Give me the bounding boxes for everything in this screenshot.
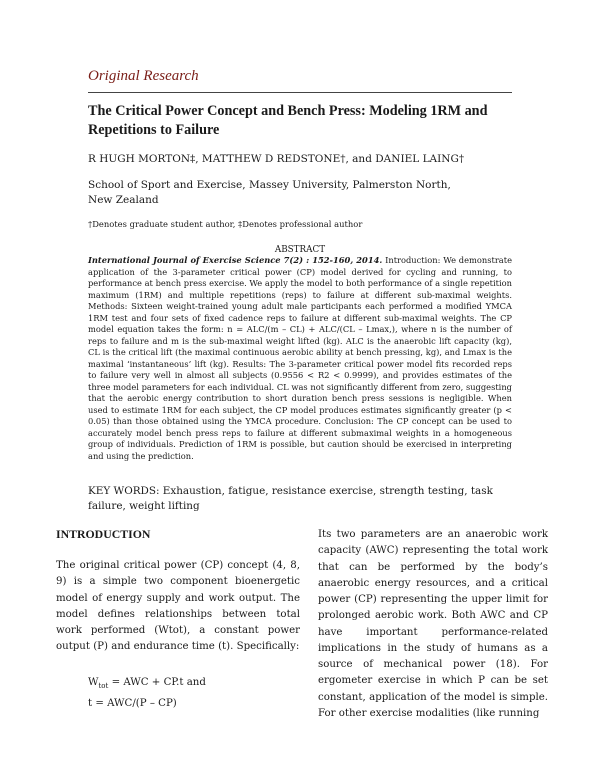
- abstract-heading: ABSTRACT: [274, 245, 326, 255]
- author-note: †Denotes graduate student author, ‡Denotes professional author: [88, 219, 363, 229]
- introduction-heading: INTRODUCTION: [56, 527, 151, 541]
- equation-block: [88, 674, 300, 712]
- abstract-text: Introduction: We demonstrate application of the 3-parameter critical power (CP) model derived for cycling and running, to performance at bench press exercise. We apply the model to both performance of a single repetition maximum (1RM) and multiple repetitions (reps) to failure at different sub-maximal weights. Methods: Sixteen weight-trained young adult male participants each performed a modified YMCA 1RM test and four sets of fixed cadence reps to failure at different sub-maximal weights. The CP model equation takes the form: n = ALC/(m – CL) + ALC/(CL – Lmax,), where n is the number of reps to failure and m is the sub-maximal weight lifted (kg). ALC is the anaerobic lift capacity (kg), CL is the critical lift (the maximal continuous aerobic ability at bench pressing, kg), and Lmax is the maximal ‘instantaneous’ lift (kg). Results: The 3-parameter critical power model fits recorded reps to failure very well in almost all subjects (0.9556 < R2 < 0.9999), and provides estimates of the three model parameters for each individual. CL was not significantly different from zero, suggesting that the aerobic energy contribution to short duration bench press sessions is negligible. When used to estimate 1RM for each subject, the CP model produces estimates significantly greater (p < 0.05) than those obtained using the YMCA procedure. Conclusion: The CP concept can be used to accurately model bench press reps to failure at different submaximal weights in a homogeneous group of individuals. Prediction of 1RM is possible, but caution should be exercised in interpreting and using the prediction.: [88, 255, 512, 461]
- section-label: Original Research: [88, 68, 199, 84]
- affiliation: School of Sport and Exercise, Massey University, Palmerston North, New Zealand: [88, 179, 451, 206]
- left-column: [56, 527, 300, 712]
- article-title: The Critical Power Concept and Bench Press: Modeling 1RM and Repetitions to Failure: [88, 103, 488, 138]
- right-column: [318, 527, 548, 722]
- equation-time: t = AWC/(P – CP): [88, 697, 177, 709]
- journal-citation: International Journal of Exercise Science 7(2) : 152-160, 2014.: [88, 255, 383, 265]
- right-column-paragraph: Its two parameters are an anaerobic work capacity (AWC) representing the total work that can be performed by the body’s anaerobic energy resources, and a critical power (CP) representing the upper limit for prolonged aerobic work. Both AWC and CP have important performance-related implications in the study of humans as a source of mechanical power (18). For ergometer exercise in which P can be set constant, application of the model is simple. For other exercise modalities (like running: [318, 529, 548, 719]
- keywords: KEY WORDS: Exhaustion, fatigue, resistance exercise, strength testing, task failure, weight lifting: [88, 485, 493, 512]
- author-list: R HUGH MORTON‡, MATTHEW D REDSTONE†, and DANIEL LAING†: [88, 153, 465, 165]
- equation-work: $W_{tot}$ = AWC + CP.t and: [88, 676, 206, 690]
- header-rule: [88, 92, 512, 93]
- abstract-body: [88, 255, 512, 462]
- introduction-paragraph: The original critical power (CP) concept (4, 8, 9) is a simple two component bioenergetic model of energy supply and work output. The model defines relationships between total work performed (Wtot), a constant power output (P) and endurance time (t). Specifically:: [56, 560, 300, 653]
